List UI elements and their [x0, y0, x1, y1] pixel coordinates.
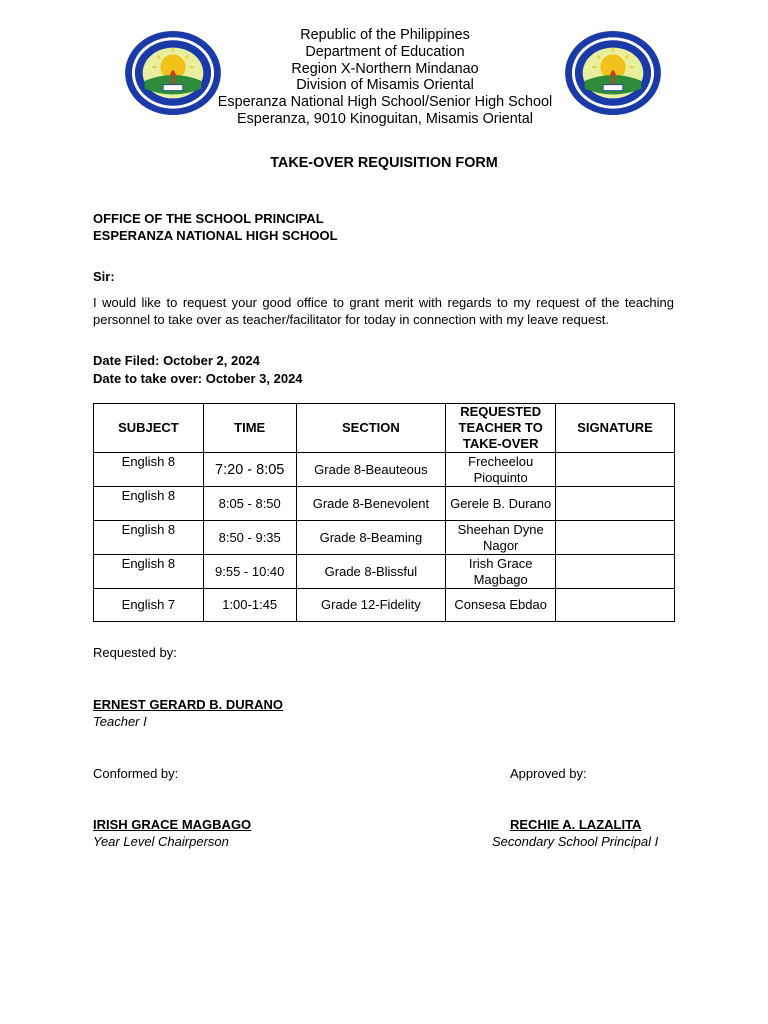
cell-section: Grade 8-Beaming	[296, 521, 446, 555]
school-seal-right-icon	[564, 30, 662, 116]
cell-time: 7:20 - 8:05	[203, 453, 296, 487]
approver-position: Secondary School Principal I	[492, 834, 659, 849]
table-row	[94, 453, 675, 487]
requester-name: ERNEST GERARD B. DURANO	[93, 697, 283, 712]
office-line: OFFICE OF THE SCHOOL PRINCIPAL	[93, 211, 324, 226]
approved-by-label: Approved by:	[510, 766, 587, 781]
salutation: Sir:	[93, 269, 115, 284]
letterhead-line: Esperanza National High School/Senior High School	[217, 94, 553, 111]
date-filed: Date Filed: October 2, 2024	[93, 353, 260, 368]
table-header-row	[94, 404, 675, 453]
cell-signature	[556, 487, 675, 521]
cell-time: 8:50 - 9:35	[203, 521, 296, 555]
cell-teacher: Sheehan Dyne Nagor	[446, 521, 556, 555]
cell-subject: English 8	[94, 521, 204, 555]
cell-section: Grade 12-Fidelity	[296, 589, 446, 622]
letterhead-line: Department of Education	[305, 43, 465, 60]
request-paragraph: I would like to request your good office to grant merit with regards to my request of the teaching personnel to take over as teacher/facilitator for today in connection with my leave request.	[93, 295, 674, 327]
cell-teacher: Irish Grace Magbago	[446, 555, 556, 589]
column-header-signature: SIGNATURE	[556, 404, 675, 453]
cell-subject: English 8	[94, 555, 204, 589]
requester-position: Teacher I	[93, 714, 147, 729]
approver-name: RECHIE A. LAZALITA	[510, 817, 642, 832]
letterhead-line: Republic of the Philippines	[300, 27, 470, 43]
conformed-by-label: Conformed by:	[93, 766, 179, 781]
letterhead-line: Region X-Northern Mindanao	[291, 60, 479, 77]
cell-signature	[556, 521, 675, 555]
letterhead-line: Esperanza, 9010 Kinoguitan, Misamis Oriental	[237, 110, 533, 127]
cell-teacher: Consesa Ebdao	[446, 589, 556, 622]
cell-teacher: Gerele B. Durano	[446, 487, 556, 521]
cell-signature	[556, 453, 675, 487]
office-line: ESPERANZA NATIONAL HIGH SCHOOL	[93, 228, 338, 243]
table-row	[94, 487, 675, 521]
cell-subject: English 7	[94, 589, 204, 622]
table-row	[94, 589, 675, 622]
cell-subject: English 8	[94, 487, 204, 521]
cell-section: Grade 8-Beauteous	[296, 453, 446, 487]
cell-section: Grade 8-Benevolent	[296, 487, 446, 521]
cell-time: 8:05 - 8:50	[203, 487, 296, 521]
table-row	[94, 521, 675, 555]
cell-teacher: Frecheelou Pioquinto	[446, 453, 556, 487]
cell-subject: English 8	[94, 453, 204, 487]
office-address	[93, 210, 338, 244]
letterhead	[200, 27, 570, 128]
cell-section: Grade 8-Blissful	[296, 555, 446, 589]
schedule-table	[93, 403, 675, 622]
dates-block	[93, 352, 303, 387]
conformer-position: Year Level Chairperson	[93, 834, 229, 849]
column-header-subject: SUBJECT	[94, 404, 204, 453]
cell-time: 9:55 - 10:40	[203, 555, 296, 589]
column-header-section: SECTION	[296, 404, 446, 453]
form-title: TAKE-OVER REQUISITION FORM	[270, 155, 498, 171]
conformer-name: IRISH GRACE MAGBAGO	[93, 817, 252, 832]
table-row	[94, 555, 675, 589]
letterhead-line: Division of Misamis Oriental	[296, 77, 474, 94]
column-header-time: TIME	[203, 404, 296, 453]
column-header-teacher: REQUESTED TEACHER TO TAKE-OVER	[446, 404, 556, 453]
date-takeover: Date to take over: October 3, 2024	[93, 370, 303, 386]
requested-by-label: Requested by:	[93, 645, 177, 660]
cell-signature	[556, 589, 675, 622]
cell-time: 1:00-1:45	[203, 589, 296, 622]
cell-signature	[556, 555, 675, 589]
